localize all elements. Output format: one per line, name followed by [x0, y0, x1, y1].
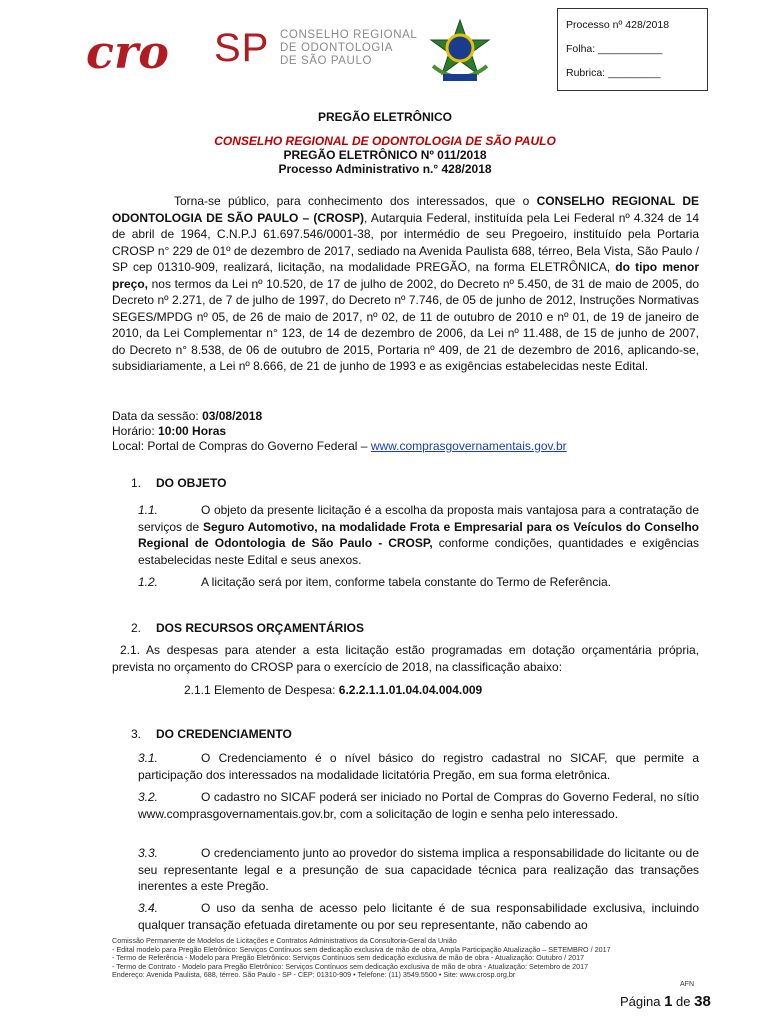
session-date-value: 03/08/2018: [202, 409, 263, 423]
footer-notes: [112, 937, 611, 980]
section-2-title: DOS RECURSOS ORÇAMENTÁRIOS: [156, 621, 365, 635]
sp-logo-text: SP: [214, 26, 270, 70]
element-value: 6.2.2.1.1.01.04.04.004.009: [338, 683, 483, 697]
session-time: [112, 423, 226, 439]
compras-governamentais-link[interactable]: www.comprasgovernamentais.gov.br: [370, 439, 567, 453]
item-1-1-text-c: conforme condições, quantidades e exigências estabelecidas neste Edital e seus anexos.: [138, 536, 699, 567]
item-2-1-1: [184, 682, 482, 698]
session-location-label: Local: Portal de Compras do Governo Federal –: [112, 439, 371, 453]
item-3-3-number: 3.3.: [138, 846, 159, 860]
svg-text:cro: cro: [86, 28, 169, 74]
intro-bold-2: do tipo menor preço,: [112, 260, 699, 291]
pregao-number: PREGÃO ELETRÔNICO Nº 011/2018: [283, 148, 487, 162]
session-date-label: Data da sessão:: [112, 409, 203, 423]
item-3-1-number: 3.1.: [138, 751, 159, 765]
org-line-2: DE ODONTOLOGIA: [280, 42, 393, 54]
org-line-3: DE SÃO PAULO: [280, 55, 372, 67]
session-time-value: 10:00 Horas: [158, 424, 227, 438]
rubrica-field: Rubrica: _________: [566, 67, 661, 79]
footer-line-4: - Termo de Contrato - Modelo para Pregão Eletrônico: Serviços Contínuos sem dedicação exclusiva de mão de obra - Atualização: Setembro de 2017: [112, 961, 589, 971]
item-3-4: [138, 900, 699, 933]
folha-field: Folha: ___________: [566, 43, 663, 55]
page-number: [620, 993, 711, 1010]
council-title: CONSELHO REGIONAL DE ODONTOLOGIA DE SÃO PAULO: [214, 134, 556, 148]
org-line-1: CONSELHO REGIONAL: [280, 29, 418, 41]
section-2-number: 2.: [131, 621, 142, 635]
item-3-4-text: O uso da senha de acesso pelo licitante é de sua responsabilidade exclusiva, incluindo qualquer transação efetuada diretamente ou por seu representante, não cabendo ao: [138, 901, 699, 932]
page-total: 38: [694, 993, 711, 1010]
element-label: 2.1.1 Elemento de Despesa:: [184, 683, 339, 697]
cro-logo: [84, 28, 214, 74]
session-date: [112, 408, 262, 424]
footer-line-3: - Termo de Referência - Modelo para Pregão Eletrônico: Serviços Contínuos sem dedicação exclusiva de mão de obra - Atualização: Outubro / 2017: [112, 953, 585, 963]
section-1-title: DO OBJETO: [156, 476, 227, 490]
item-3-2: [138, 789, 699, 822]
item-3-1: [138, 750, 699, 783]
section-3-title: DO CREDENCIAMENTO: [156, 727, 292, 741]
intro-text-2: , Autarquia Federal, instituída pela Lei Federal nº 4.324 de 14 de abril de 1964, C.N.P.J 61.697.546/0001-38, por intermédio de seu Pregoeiro, instituído pela Portaria CROSP n° 229 de 01º de dezembro de 2017, sediado na Avenida Paulista 688, térreo, Bela Vista, São Paulo / SP cep 01310-909, realizará, licitação, na modalidade PREGÃO, na forma ELETRÔNICA,: [112, 210, 699, 274]
intro-text-1: Torna-se público, para conhecimento dos interessados, que o: [174, 194, 537, 208]
item-1-2-text: A licitação será por item, conforme tabela constante do Termo de Referência.: [201, 575, 611, 589]
afn-initials: AFN: [680, 981, 694, 988]
section-3-number: 3.: [131, 727, 142, 741]
item-1-1-text-bold: Seguro Automotivo, na modalidade Frota e Empresarial para os Veículos do Conselho Regional de Odontologia de São Paulo - CROSP,: [138, 519, 699, 550]
document-title: PREGÃO ELETRÔNICO: [317, 110, 452, 124]
item-2-1: 2.1. As despesas para atender a esta licitação estão programadas em dotação orçamentária própria, prevista no orçamento do CROSP para o exercício de 2018, na classificação abaixo:: [112, 643, 699, 674]
footer-line-2: - Edital modelo para Pregão Eletrônico: Serviços Contínuos sem dedicação exclusiva de mão de obra, Ampla Participação Atualização – SETEMBRO / 2017: [112, 944, 611, 954]
process-number: Processo nº 428/2018: [566, 19, 670, 31]
processo-number: Processo Administrativo n.° 428/2018: [278, 162, 492, 176]
item-3-3-text: O credenciamento junto ao provedor do sistema implica a responsabilidade do licitante ou de seu representante legal e a presunção de sua capacidade técnica para realização das transações inerentes a este Pregão.: [138, 846, 699, 893]
item-3-4-number: 3.4.: [138, 901, 159, 915]
section-1-number: 1.: [131, 476, 142, 490]
item-1-1-number: 1.1.: [138, 503, 159, 517]
item-1-1-text-a: O objeto da presente licitação é a escolha da proposta mais vantajosa para a contratação de serviços de: [138, 503, 699, 534]
intro-bold-1: CONSELHO REGIONAL DE ODONTOLOGIA DE SÃO PAULO – (CROSP): [112, 194, 699, 225]
footer-line-5: Endereço: Avenida Paulista, 688, térreo. São Paulo - SP - CEP: 01310-909 • Telefone: (11) 3549.5500 • Site: www.crosp.org.br: [112, 970, 516, 980]
item-1-2-number: 1.2.: [138, 575, 159, 589]
org-name: [280, 29, 417, 68]
item-3-3: [138, 845, 699, 895]
page-label: Página: [620, 994, 665, 1009]
intro-paragraph: [112, 193, 699, 375]
brazil-coat-of-arms-icon: [425, 18, 495, 86]
process-info-box: [557, 8, 708, 91]
item-3-2-text: O cadastro no SICAF poderá ser iniciado no Portal de Compras do Governo Federal, no sítio www.comprasgovernamentais.gov.br, com a solicitação de login e senha pelo interessado.: [138, 790, 699, 821]
session-location: [112, 438, 567, 454]
intro-text-3: nos termos da Lei nº 10.520, de 17 de julho de 2002, do Decreto nº 5.450, de 31 de maio de 2005, do Decreto nº 2.271, de 7 de julho de 1997, do Decreto nº 7.746, de 05 de junho de 2012, Instruções Normativas SEGES/MPDG nº 05, de 26 de maio de 2017, nº 02, de 11 de outubro de 2010 e nº 01, de 19 de janeiro de 2010, da Lei Complementar n° 123, de 14 de dezembro de 2006, da Lei nº 11.488, de 15 de junho de 2007, do Decreto n° 8.538, de 06 de outubro de 2015, Portaria nº 409, de 21 de dezembro de 2016, aplicando-se, subsidiariamente, a Lei nº 8.666, de 21 de junho de 1993 e as exigências estabelecidas neste Edital.: [112, 276, 699, 373]
item-1-1: [138, 502, 699, 568]
session-time-label: Horário:: [112, 424, 159, 438]
page-of: de: [672, 994, 695, 1009]
item-1-2: [138, 574, 699, 591]
page-current: 1: [664, 993, 673, 1010]
item-3-2-number: 3.2.: [138, 790, 159, 804]
footer-line-1: Comissão Permanente de Modelos de Licitações e Contratos Administrativos da Consultoria-Geral da União: [112, 936, 457, 945]
item-3-1-text: O Credenciamento é o nível básico do registro cadastral no SICAF, que permite a participação dos interessados na modalidade licitatória Pregão, em sua forma eletrônica.: [138, 751, 699, 782]
